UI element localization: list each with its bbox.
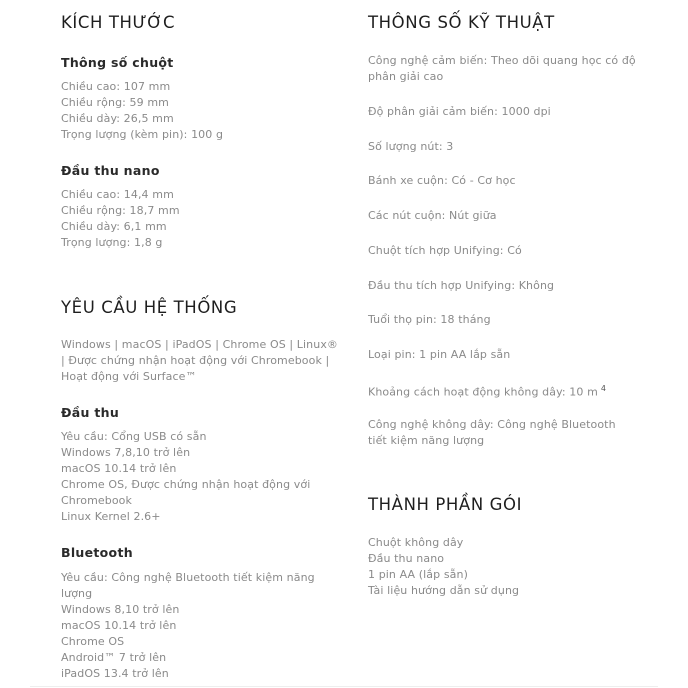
spec-battery-type: Loại pin: 1 pin AA lắp sẵn	[368, 348, 511, 361]
receiver-requirements-heading: Đầu thu	[61, 405, 120, 420]
list-item: Chiều rộng: 59 mm	[61, 96, 169, 109]
compatibility-list	[61, 337, 338, 385]
list-item: Tài liệu hướng dẫn sử dụng	[368, 584, 520, 597]
list-item: iPadOS 13.4 trở lên	[61, 667, 169, 680]
list-item: lượng	[61, 587, 93, 600]
list-item: Linux Kernel 2.6+	[61, 510, 161, 523]
spec-scroll-wheel: Bánh xe cuộn: Có - Cơ học	[368, 174, 516, 187]
list-item: Chuột không dây	[368, 536, 464, 549]
spec-battery-life: Tuổi thọ pin: 18 tháng	[368, 313, 491, 326]
list-item: Windows 8,10 trở lên	[61, 603, 180, 616]
spec-wireless-range	[368, 381, 638, 401]
list-item: Chiều cao: 107 mm	[61, 80, 171, 93]
spec-button-count: Số lượng nút: 3	[368, 140, 454, 153]
list-item: Chrome OS, Được chứng nhận hoạt động với	[61, 478, 311, 491]
list-item: Chiều dày: 26,5 mm	[61, 112, 174, 125]
nano-receiver-list	[61, 187, 180, 251]
list-item: Chiều cao: 14,4 mm	[61, 188, 174, 201]
list-item: 1 pin AA (lắp sẵn)	[368, 568, 468, 581]
spec-wireless-range-text: Khoảng cách hoạt động không dây: 10 m	[368, 385, 598, 399]
list-item: Đầu thu nano	[368, 552, 445, 565]
list-item: Trọng lượng (kèm pin): 100 g	[61, 128, 224, 141]
list-item: Chromebook	[61, 494, 132, 507]
divider	[30, 686, 658, 687]
mouse-specs-heading: Thông số chuột	[61, 55, 174, 70]
receiver-requirements-list	[61, 429, 310, 525]
list-item: macOS 10.14 trở lên	[61, 462, 177, 475]
spec-sensor-technology: Công nghệ cảm biến: Theo dõi quang học có độ phân giải cao	[368, 54, 636, 83]
package-contents-list	[368, 535, 519, 599]
list-item: macOS 10.14 trở lên	[61, 619, 177, 632]
spec-unifying-receiver: Đầu thu tích hợp Unifying: Không	[368, 279, 555, 292]
list-item: | Được chứng nhận hoạt động với Chromebook |	[61, 354, 330, 367]
spec-scroll-buttons: Các nút cuộn: Nút giữa	[368, 209, 497, 222]
list-item: Chiều rộng: 18,7 mm	[61, 204, 180, 217]
dimensions-heading: KÍCH THƯỚC	[61, 13, 176, 32]
footnote-mark[interactable]: 4	[600, 384, 607, 393]
technical-specs-heading: THÔNG SỐ KỸ THUẬT	[368, 13, 555, 32]
list-item: Android™ 7 trở lên	[61, 651, 167, 664]
list-item: Chrome OS	[61, 635, 125, 648]
bluetooth-requirements-list	[61, 570, 315, 682]
list-item: Windows 7,8,10 trở lên	[61, 446, 191, 459]
mouse-specs-list	[61, 79, 223, 143]
list-item: Yêu cầu: Công nghệ Bluetooth tiết kiệm năng	[61, 571, 315, 584]
bluetooth-requirements-heading: Bluetooth	[61, 545, 133, 560]
package-contents-heading: THÀNH PHẦN GÓI	[368, 495, 523, 514]
nano-receiver-heading: Đầu thu nano	[61, 163, 160, 178]
list-item: Trọng lượng: 1,8 g	[61, 236, 163, 249]
list-item: Chiều dày: 6,1 mm	[61, 220, 167, 233]
spec-unifying-mouse: Chuột tích hợp Unifying: Có	[368, 244, 522, 257]
list-item: Windows | macOS | iPadOS | Chrome OS | Linux®	[61, 338, 339, 351]
list-item: Hoạt động với Surface™	[61, 370, 197, 383]
system-requirements-heading: YÊU CẦU HỆ THỐNG	[61, 298, 238, 317]
spec-wireless-technology: Công nghệ không dây: Công nghệ Bluetooth tiết kiệm năng lượng	[368, 418, 616, 447]
list-item: Yêu cầu: Cổng USB có sẵn	[61, 430, 207, 443]
spec-sensor-resolution: Độ phân giải cảm biến: 1000 dpi	[368, 105, 551, 118]
